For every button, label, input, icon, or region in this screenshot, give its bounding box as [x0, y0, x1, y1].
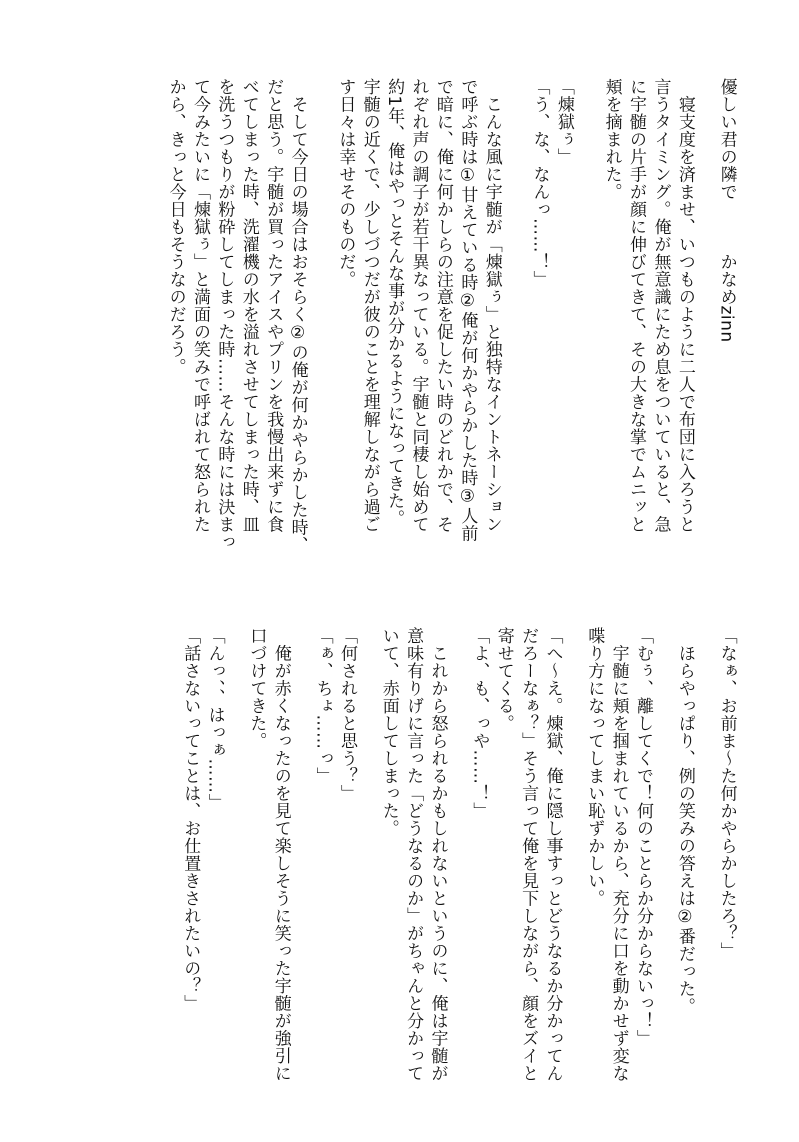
text-line: 約1年、俺はやっとそんな事が分かるようになってきた。: [384, 78, 405, 527]
text-line: 宇髄の近くで、少しづつだが彼のことを理解しながら過ご: [359, 78, 380, 533]
dialogue-line: 「へ〜え。煉獄、俺に隠し事すっとどうなるか分かってん: [542, 627, 563, 1082]
text-line: 言うタイミング。俺が無意識にため息をついていると、急: [650, 78, 671, 533]
text-line: 俺が赤くなったのを見て楽しそうに笑った宇髄が強引に: [270, 627, 291, 1082]
dialogue-line: 「ぁ、ちょ……っ」: [312, 627, 333, 785]
title-author-spacer: [717, 201, 737, 254]
spacer: [697, 627, 713, 1097]
title-text: 優しい君の隣で: [716, 78, 737, 201]
dialogue-line: 「う、な、なんっ……！」: [529, 78, 550, 288]
spacer: [565, 627, 581, 1097]
spacer: [697, 78, 713, 588]
spacer: [359, 627, 375, 1097]
author-name: かなめzinn: [716, 253, 737, 343]
spacer: [504, 78, 526, 588]
text-line: ほらやっぱり、例の笑みの答えは②番だった。: [674, 627, 695, 1015]
spacer: [576, 78, 598, 588]
text-line: 宇髄に頬を掴まれているから、充分に口を動かせず変な: [608, 627, 629, 1082]
text-line: 頬を摘まれた。: [601, 78, 622, 201]
dialogue-line: 「話さないってことは、お仕置きされたいの？」: [180, 627, 201, 1012]
dialogue-line: 「よ、も、っや……！」: [469, 627, 490, 820]
text-line: に宇髄の片手が顔に伸びてきて、その大きな掌でムニッと: [626, 78, 647, 533]
text-line: だと思う。宇髄が買ったアイスやプリンを我慢出来ずに食: [263, 78, 284, 533]
spacer: [450, 627, 466, 1097]
spacer: [310, 78, 332, 588]
text-line: べてしまった時、洗濯機の水を溢れさせてしまった時、皿: [238, 78, 259, 533]
text-line: だろーなぁ？」そう言って俺を見下しながら、顔をズイと: [518, 627, 539, 1082]
text-line: いて、赤面してしまった。: [378, 627, 399, 837]
text-line: これから怒られるかもしれないというのに、俺は宇髄が: [427, 627, 448, 1082]
spacer: [227, 627, 243, 1097]
text-line: 意味有りげに言った「どうなるのか」がちゃんと分かって: [403, 627, 424, 1082]
dialogue-line: 「んっ、、はっぁ……」: [204, 627, 225, 811]
text-line: そして今日の場合はおそらく②の俺が何かやらかした時、: [287, 78, 308, 554]
text-line: 寝支度を済ませ、いつものように二人で布団に入ろうと: [674, 78, 695, 533]
text-line: 喋り方になってしまい恥ずかしい。: [584, 627, 605, 907]
dialogue-line: 「むぅ、離してくで！何のことらか分からないっ！」: [633, 627, 654, 1047]
spacer: [293, 627, 309, 1097]
dialogue-line: 「なぁ、お前ま〜た何かやらかしたろ？」: [716, 627, 737, 960]
text-line: 口づけてきた。: [246, 627, 267, 750]
text-line: こんな風に宇髄が「煉獄ぅ」と独特なイントネーション: [481, 78, 502, 533]
text-line: で呼ぶ時は①甘えている時②俺が何かやらかした時③人前: [457, 78, 478, 542]
dialogue-line: 「何されると思う？」: [336, 627, 357, 802]
text-line: て今みたいに「煉獄ぅ」と満面の笑みで呼ばれて怒られた: [190, 78, 211, 533]
bottom-text-section: [177, 627, 739, 1097]
text-line: す日々は幸せそのものだ。: [335, 78, 356, 288]
text-line: から、きっと今日もそうなのだろう。: [165, 78, 186, 376]
text-line: れぞれ声の調子が若干異なっている。宇髄と同棲し始めて: [408, 78, 429, 533]
top-text-section: [162, 78, 739, 588]
text-line: で暗に、俺に何かしらの注意を促したい時のどれかで、そ: [432, 78, 453, 533]
text-line: 寄せてくる。: [493, 627, 514, 732]
dialogue-line: 「煉獄ぅ」: [553, 78, 574, 166]
document-title: [715, 78, 738, 588]
text-line: を洗うつもりが粉砕してしまった時……そんな時には決まっ: [214, 78, 235, 551]
spacer: [655, 627, 671, 1097]
